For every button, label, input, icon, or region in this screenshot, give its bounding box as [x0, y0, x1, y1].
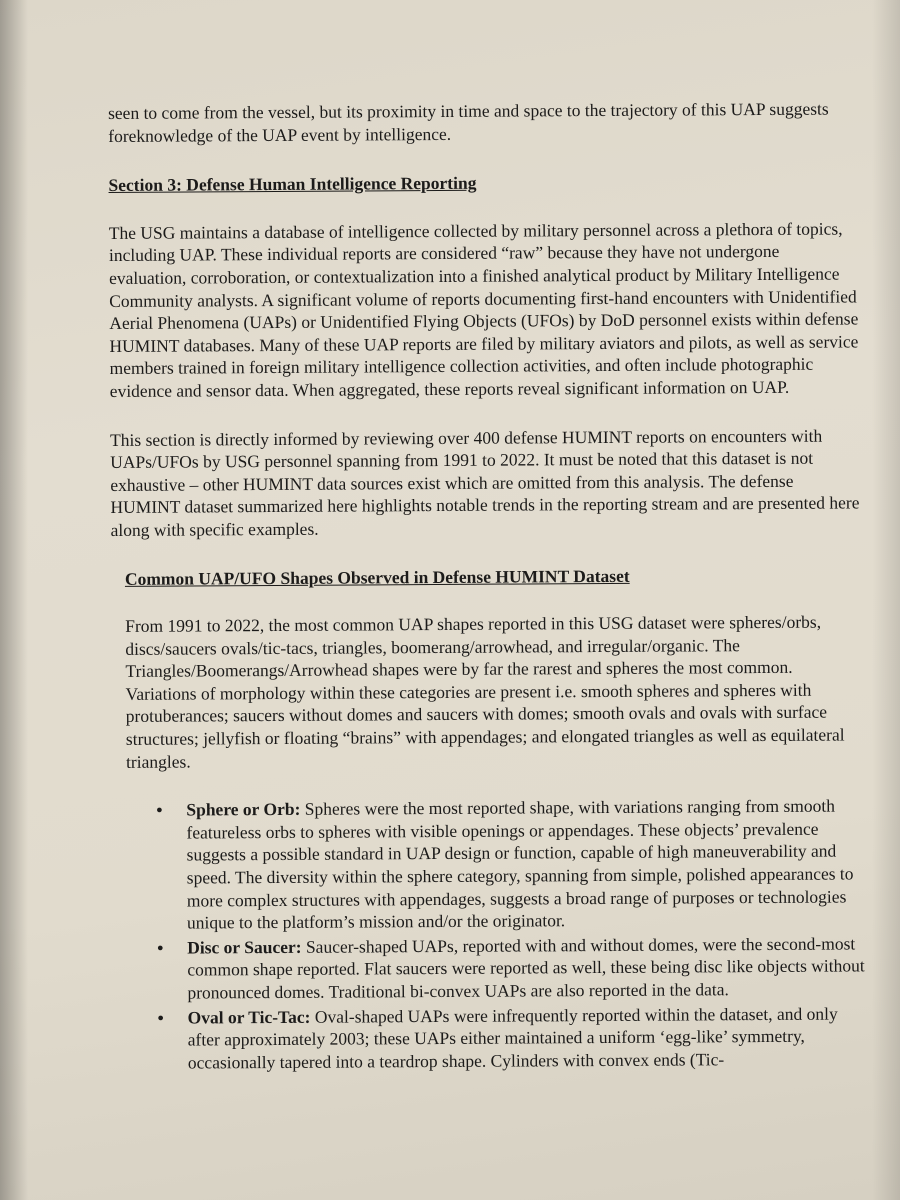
section-3-paragraph-1: The USG maintains a database of intelligence collected by military personnel across a plethora of topics, including UAP. These individual reports are considered “raw” because they have not undergone evaluation, corroboration, or contextualization into a finished analytical product by Military Intelligence Community analysts. A significant volume of reports documenting first-hand encounters with Unidentified Aerial Phenomena (UAPs) or Unidentified Flying Objects (UFOs) by DoD personnel exists within defense HUMINT databases. Many of these UAP reports are filed by military aviators and pilots, as well as service members trained in foreign military intelligence collection activities, and often include photographic evidence and sensor data. When aggregated, these reports reveal significant information on UAP. — [108, 218, 859, 401]
page-shadow-left — [0, 0, 28, 1200]
list-item-sphere — [156, 795, 873, 935]
bullet-icon: • — [157, 937, 164, 958]
list-item-text: Oval-shaped UAPs were infrequently reported within the dataset, and only after approximately 2003; these UAPs either maintained a uniform ‘egg-like’ symmetry, occasionally tapered into a teardrop shape. Cylinders with convex ends (Tic- — [187, 1003, 838, 1073]
list-item-disc — [157, 932, 873, 1004]
list-item-term: Sphere or Orb: — [186, 799, 301, 820]
list-item-text: Saucer-shaped UAPs, reported with and without domes, were the second-most common shape reported. Flat saucers were reported as well, these being disc like objects without pronounced domes. Traditional bi-convex UAPs are also reported in the data. — [187, 933, 865, 1003]
shapes-intro-paragraph: From 1991 to 2022, the most common UAP shapes reported in this USG dataset were spheres/orbs, discs/saucers ovals/tic-tacs, triangles, boomerang/arrowhead, and irregular/organic. The Triangles/Boomerangs/Arrowhead shapes were by far the rarest and spheres the most common. Variations of morphology within these categories are present i.e. smooth spheres and spheres with protuberances; saucers without domes and saucers with domes; smooth ovals and ovals with surface structures; jellyfish or floating “brains” with appendages; and elongated triangles as well as equilateral triangles. — [125, 611, 845, 772]
section-3-paragraph-2: This section is directly informed by reviewing over 400 defense HUMINT reports on encounters with UAPs/UFOs by USG personnel spanning from 1991 to 2022. It must be noted that this dataset is not exhaustive – other HUMINT data sources exist which are omitted from this analysis. The defense HUMINT dataset summarized here highlights notable trends in the reporting stream and are presented here along with specific examples. — [110, 425, 860, 540]
bullet-icon: • — [156, 799, 163, 820]
list-item-text: Spheres were the most reported shape, with variations ranging from smooth featureless orbs to spheres with visible openings or appendages. These objects’ prevalence suggests a possible standard in UAP design or function, capable of high maneuverability and speed. The diversity within the sphere category, spanning from simple, polished appearances to more complex structures with appendages, suggests a broad range of purposes or technologies unique to the platform’s mission and/or the originator. — [186, 795, 854, 933]
list-item-oval — [157, 1002, 874, 1074]
list-item-term: Oval or Tic-Tac: — [187, 1006, 311, 1028]
list-item-term: Disc or Saucer: — [187, 936, 302, 958]
page-shadow-right — [872, 0, 900, 1200]
shapes-section-heading: Common UAP/UFO Shapes Observed in Defense HUMINT Dataset — [124, 565, 630, 589]
shapes-list — [112, 795, 874, 1075]
section-3-heading: Section 3: Defense Human Intelligence Reporting — [108, 172, 477, 196]
intro-paragraph: seen to come from the vessel, but its proximity in time and space to the trajectory of this UAP suggests foreknowledge of the UAP event by intelligence. — [108, 98, 829, 146]
bullet-icon: • — [157, 1007, 164, 1028]
page-content — [108, 97, 864, 1076]
